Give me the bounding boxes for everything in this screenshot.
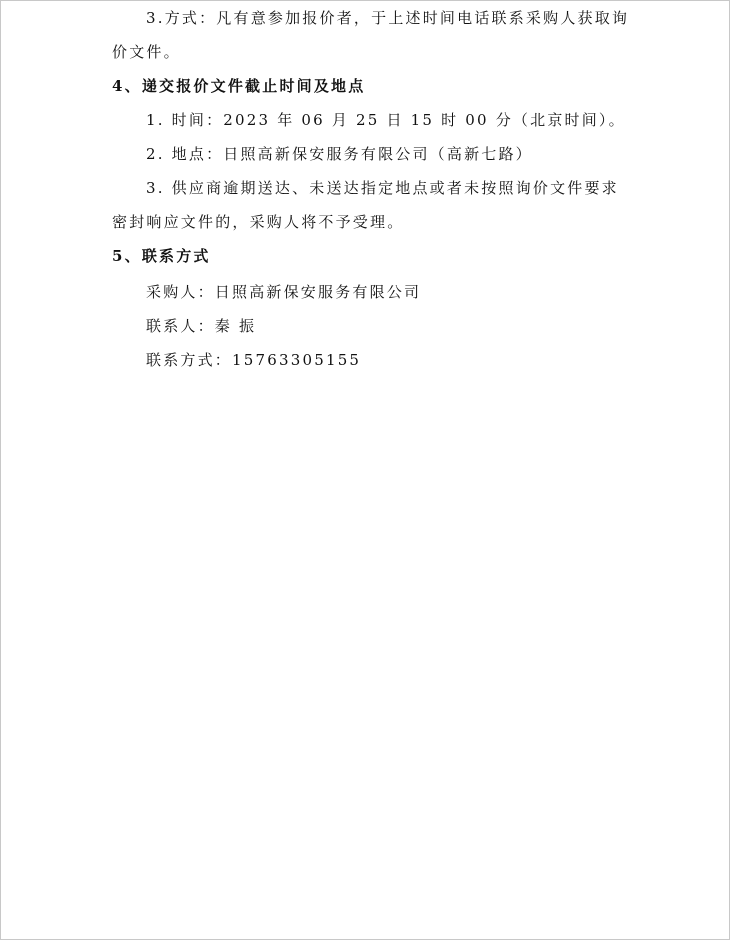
section4-rule-line2: 密封响应文件的，采购人将不予受理。	[112, 213, 405, 231]
section4-time: 1. 时间：2023 年 06 月 25 日 15 时 00 分（北京时间）。	[146, 111, 626, 129]
contact-person-line: 联系人：秦 振	[146, 317, 257, 335]
item3-method-line1: 3.方式：凡有意参加报价者，于上述时间电话联系采购人获取询	[146, 9, 630, 27]
purchaser-line: 采购人：日照高新保安服务有限公司	[146, 283, 422, 301]
contact-phone-line: 联系方式：15763305155	[146, 351, 362, 369]
section4-location: 2. 地点：日照高新保安服务有限公司（高新七路）	[146, 145, 533, 163]
item3-method-line2: 价文件。	[112, 43, 181, 61]
section4-rule-line1: 3. 供应商逾期送达、未送达指定地点或者未按照询价文件要求	[146, 179, 619, 197]
section4-heading: 4、递交报价文件截止时间及地点	[112, 77, 366, 95]
section5-heading: 5、联系方式	[112, 247, 211, 265]
